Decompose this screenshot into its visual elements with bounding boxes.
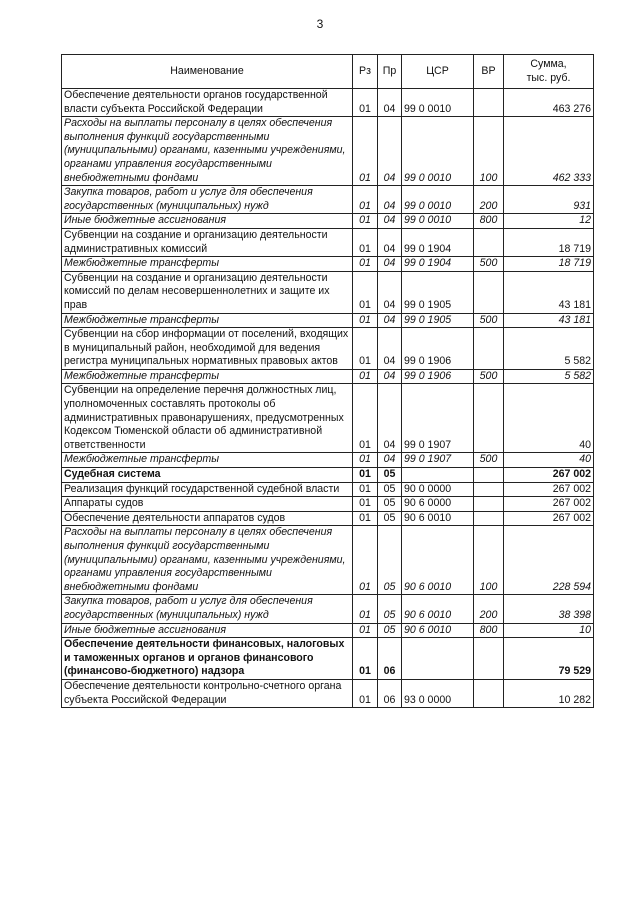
header-pr: Пр [378,55,402,89]
budget-table [61,54,594,708]
row-csr-cell: 90 6 0010 [402,595,474,623]
row-csr-cell [402,468,474,483]
table-row [62,468,594,483]
row-sum-cell: 462 333 [504,117,594,186]
row-pr-cell: 05 [378,526,402,595]
row-rz-cell: 01 [353,511,378,526]
row-vr-cell: 100 [474,117,504,186]
table-row [62,679,594,707]
header-rz: Рз [353,55,378,89]
table-row [62,214,594,229]
table-row [62,328,594,370]
row-csr-cell: 99 0 1904 [402,228,474,256]
row-name-cell: Иные бюджетные ассигнования [62,623,353,638]
table-row [62,638,594,680]
row-sum-cell: 79 529 [504,638,594,680]
row-csr-cell: 90 6 0000 [402,497,474,512]
header-sum-line1: Сумма, [530,57,567,70]
row-pr-cell: 04 [378,214,402,229]
row-rz-cell: 01 [353,257,378,272]
row-pr-cell: 05 [378,468,402,483]
row-sum-cell: 38 398 [504,595,594,623]
row-sum-cell: 5 582 [504,328,594,370]
row-name-cell: Субвенции на создание и организацию деятельности комиссий по делам несовершеннолетних и защите их прав [62,271,353,313]
row-csr-cell: 99 0 1906 [402,369,474,384]
row-pr-cell: 04 [378,384,402,453]
row-sum-cell: 10 282 [504,679,594,707]
row-csr-cell: 99 0 0010 [402,186,474,214]
row-vr-cell [474,482,504,497]
row-name-cell: Субвенции на сбор информации от поселений, входящих в муниципальный район, необходимой для ведения регистра муниципальных нормативных правовых актов [62,328,353,370]
header-sum [504,55,594,89]
row-vr-cell: 200 [474,595,504,623]
row-pr-cell: 04 [378,186,402,214]
table-row [62,623,594,638]
row-pr-cell: 04 [378,453,402,468]
row-csr-cell [402,638,474,680]
page-number: 3 [316,17,324,31]
row-name-cell: Обеспечение деятельности контрольно-счетного органа субъекта Российской Федерации [62,679,353,707]
row-rz-cell: 01 [353,89,378,117]
row-name-cell: Закупка товаров, работ и услуг для обеспечения государственных (муниципальных) нужд [62,186,353,214]
row-vr-cell [474,328,504,370]
row-vr-cell: 500 [474,369,504,384]
row-sum-cell: 931 [504,186,594,214]
row-vr-cell: 200 [474,186,504,214]
row-name-cell: Межбюджетные трансферты [62,257,353,272]
row-pr-cell: 05 [378,595,402,623]
row-name-cell: Реализация функций государственной судебной власти [62,482,353,497]
row-pr-cell: 05 [378,482,402,497]
table-row [62,117,594,186]
row-rz-cell: 01 [353,595,378,623]
row-rz-cell: 01 [353,482,378,497]
row-name-cell: Межбюджетные трансферты [62,453,353,468]
row-rz-cell: 01 [353,186,378,214]
row-name-cell: Обеспечение деятельности аппаратов судов [62,511,353,526]
row-csr-cell: 99 0 1907 [402,384,474,453]
row-sum-cell: 267 002 [504,497,594,512]
row-sum-cell: 267 002 [504,511,594,526]
row-csr-cell: 99 0 1906 [402,328,474,370]
row-sum-cell: 267 002 [504,482,594,497]
row-pr-cell: 05 [378,511,402,526]
row-csr-cell: 93 0 0000 [402,679,474,707]
table-row [62,482,594,497]
row-rz-cell: 01 [353,384,378,453]
row-vr-cell [474,89,504,117]
table-row [62,228,594,256]
row-pr-cell: 06 [378,679,402,707]
row-vr-cell [474,384,504,453]
row-vr-cell: 100 [474,526,504,595]
row-csr-cell: 99 0 1907 [402,453,474,468]
row-csr-cell: 99 0 0010 [402,117,474,186]
header-sum-line2: тыс. руб. [526,71,571,84]
row-name-cell: Аппараты судов [62,497,353,512]
row-sum-cell: 228 594 [504,526,594,595]
row-name-cell: Межбюджетные трансферты [62,313,353,328]
table-row [62,369,594,384]
row-sum-cell: 5 582 [504,369,594,384]
table-row [62,384,594,453]
row-sum-cell: 40 [504,384,594,453]
table-row [62,257,594,272]
row-rz-cell: 01 [353,623,378,638]
row-name-cell: Расходы на выплаты персоналу в целях обеспечения выполнения функций государственными (муниципальными) органами, казенными учреждениями, органами управления государственными внебюджетными фондами [62,117,353,186]
table-row [62,186,594,214]
row-csr-cell: 99 0 1904 [402,257,474,272]
row-rz-cell: 01 [353,453,378,468]
row-rz-cell: 01 [353,117,378,186]
row-sum-cell: 267 002 [504,468,594,483]
row-name-cell: Судебная система [62,468,353,483]
table-row [62,497,594,512]
row-vr-cell [474,679,504,707]
row-name-cell: Обеспечение деятельности органов государственной власти субъекта Российской Федерации [62,89,353,117]
row-name-cell: Иные бюджетные ассигнования [62,214,353,229]
row-vr-cell: 800 [474,623,504,638]
table-row [62,595,594,623]
row-sum-cell: 10 [504,623,594,638]
row-rz-cell: 01 [353,468,378,483]
table-row [62,313,594,328]
table-row [62,89,594,117]
row-pr-cell: 04 [378,313,402,328]
row-sum-cell: 43 181 [504,313,594,328]
row-vr-cell: 500 [474,313,504,328]
row-sum-cell: 40 [504,453,594,468]
row-csr-cell: 90 6 0010 [402,526,474,595]
row-pr-cell: 06 [378,638,402,680]
table-row [62,511,594,526]
row-rz-cell: 01 [353,271,378,313]
row-rz-cell: 01 [353,526,378,595]
row-csr-cell: 90 6 0010 [402,511,474,526]
header-vr: ВР [474,55,504,89]
row-csr-cell: 90 6 0010 [402,623,474,638]
row-pr-cell: 04 [378,271,402,313]
row-rz-cell: 01 [353,228,378,256]
table-row [62,453,594,468]
row-rz-cell: 01 [353,679,378,707]
row-rz-cell: 01 [353,497,378,512]
row-name-cell: Субвенции на создание и организацию деятельности административных комиссий [62,228,353,256]
row-csr-cell: 99 0 0010 [402,214,474,229]
row-sum-cell: 18 719 [504,257,594,272]
row-pr-cell: 04 [378,257,402,272]
row-pr-cell: 04 [378,369,402,384]
table-row [62,526,594,595]
header-csr: ЦСР [402,55,474,89]
row-sum-cell: 12 [504,214,594,229]
row-pr-cell: 04 [378,328,402,370]
row-sum-cell: 43 181 [504,271,594,313]
row-pr-cell: 04 [378,117,402,186]
table-row [62,271,594,313]
header-name: Наименование [62,55,353,89]
row-vr-cell [474,228,504,256]
row-name-cell: Субвенции на определение перечня должностных лиц, уполномоченных составлять протоколы об административных правонарушениях, предусмотренных Кодексом Тюменской области об административной ответственности [62,384,353,453]
row-rz-cell: 01 [353,214,378,229]
row-vr-cell [474,271,504,313]
row-rz-cell: 01 [353,638,378,680]
row-vr-cell [474,638,504,680]
row-vr-cell [474,468,504,483]
row-csr-cell: 99 0 1905 [402,271,474,313]
row-name-cell: Расходы на выплаты персоналу в целях обеспечения выполнения функций государственными (муниципальными) органами, казенными учреждениями, органами управления государственными внебюджетными фондами [62,526,353,595]
row-vr-cell: 800 [474,214,504,229]
row-csr-cell: 99 0 1905 [402,313,474,328]
row-pr-cell: 04 [378,89,402,117]
row-rz-cell: 01 [353,328,378,370]
row-name-cell: Межбюджетные трансферты [62,369,353,384]
row-csr-cell: 90 0 0000 [402,482,474,497]
row-pr-cell: 05 [378,497,402,512]
row-sum-cell: 463 276 [504,89,594,117]
row-pr-cell: 05 [378,623,402,638]
row-rz-cell: 01 [353,369,378,384]
row-name-cell: Закупка товаров, работ и услуг для обеспечения государственных (муниципальных) нужд [62,595,353,623]
row-vr-cell [474,497,504,512]
row-csr-cell: 99 0 0010 [402,89,474,117]
row-vr-cell: 500 [474,257,504,272]
table-header-row [62,55,594,89]
row-sum-cell: 18 719 [504,228,594,256]
row-vr-cell: 500 [474,453,504,468]
row-pr-cell: 04 [378,228,402,256]
row-vr-cell [474,511,504,526]
row-name-cell: Обеспечение деятельности финансовых, налоговых и таможенных органов и органов финансового (финансово-бюджетного) надзора [62,638,353,680]
row-rz-cell: 01 [353,313,378,328]
